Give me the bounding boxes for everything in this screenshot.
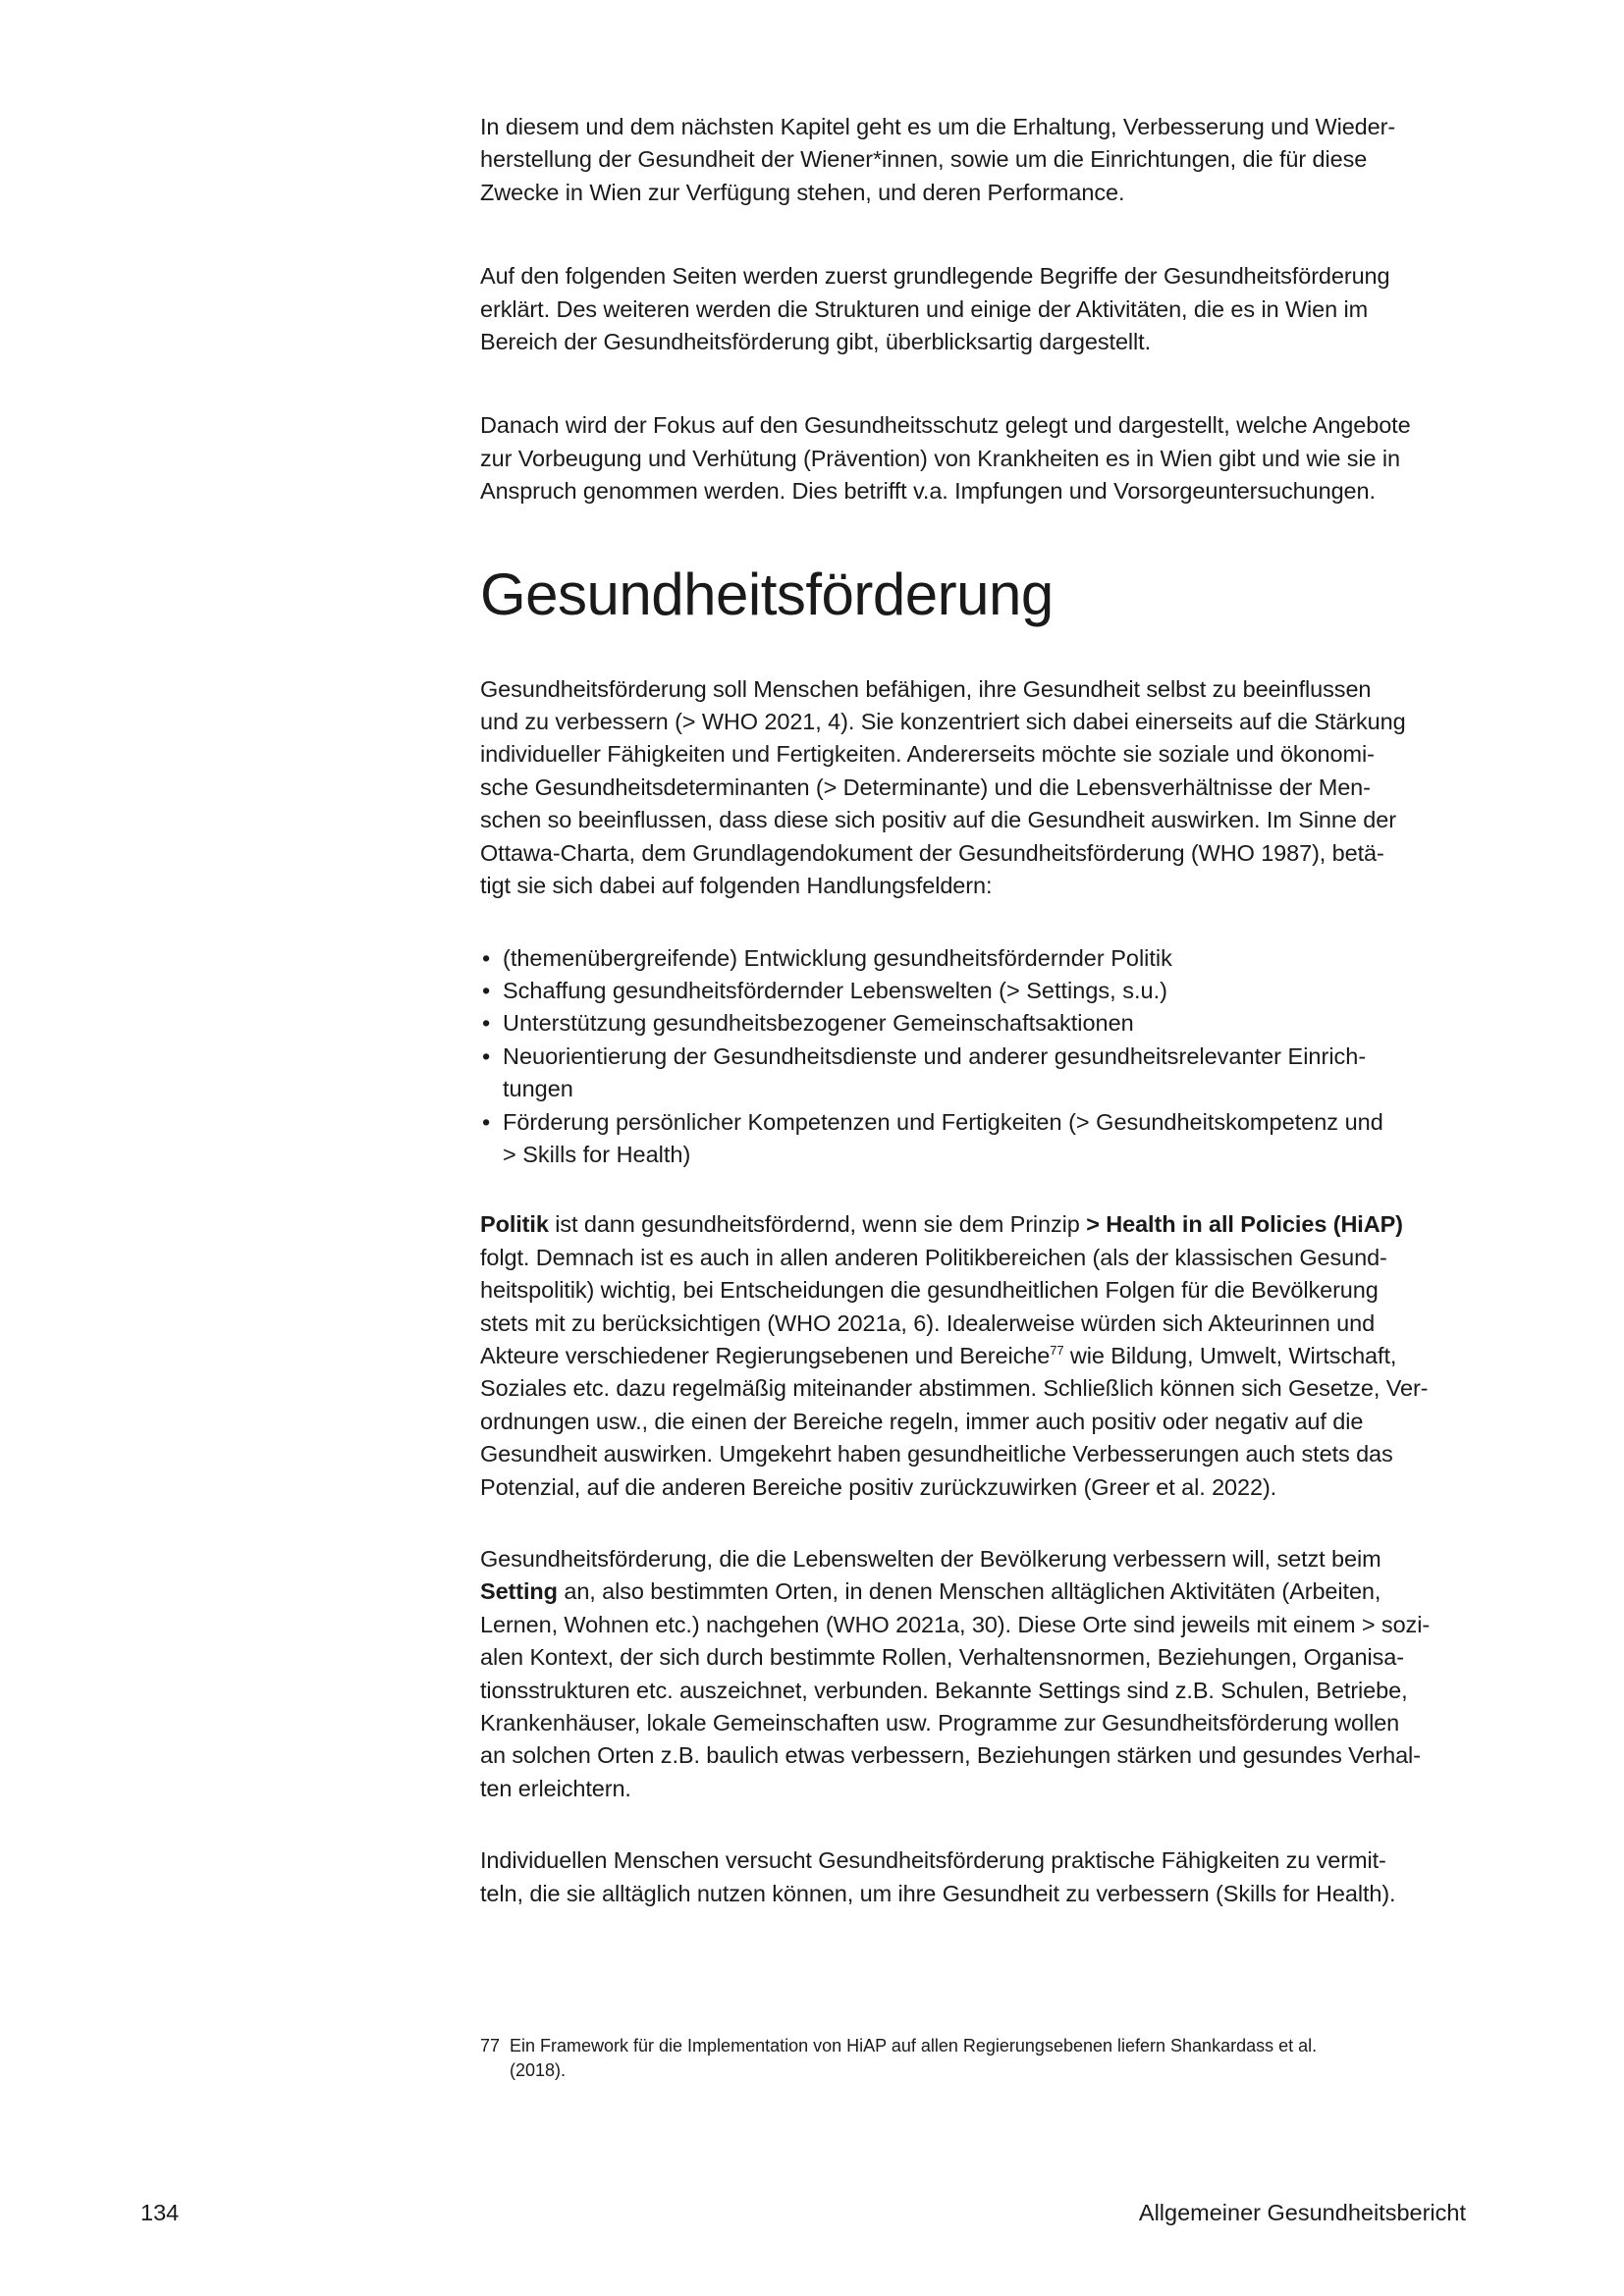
skills-paragraph: Individuellen Menschen versucht Gesundheitsförderung praktische Fähigkeiten zu vermit- teln, die sie alltäglich nutzen können, um ihre Gesundheit zu verbessern (Skills for Health).: [480, 1847, 1396, 1906]
setting-term: Setting: [480, 1578, 558, 1605]
action-fields-list: [480, 942, 1467, 1172]
list-item: • Unterstützung gesundheitsbezogener Gemeinschaftsaktionen: [480, 1007, 1467, 1040]
running-title: Allgemeiner Gesundheitsbericht: [1138, 2200, 1466, 2225]
intro-paragraph-2: Auf den folgenden Seiten werden zuerst grundlegende Begriffe der Gesundheitsförderung erklärt. Des weiteren werden die Strukturen und einige der Aktivitäten, die es in Wien im Bereich der Gesundheitsförderung gibt, überblicksartig dargestellt.: [480, 263, 1390, 355]
list-item: • Neuorientierung der Gesundheitsdienste und anderer gesundheitsrelevanter Einrich- tungen: [480, 1041, 1467, 1106]
section-title: Gesundheitsförderung: [480, 561, 1054, 627]
politik-term: Politik: [480, 1211, 549, 1238]
hiap-term: > Health in all Policies (HiAP): [1086, 1211, 1403, 1238]
footnote-number: 77: [480, 2036, 501, 2056]
politik-text-3: wie Bildung, Umwelt, Wirtschaft, Soziales etc. dazu regelmäßig miteinander abstimmen. Schließlich können sich Gesetze, Ver- ordnungen usw., die einen der Bereiche regeln, immer auch positiv oder negativ auf die Gesundheit auswirken. Umgekehrt haben gesundheitliche Verbesserungen auch stets das Potenzial, auf die anderen Bereiche positiv zurückzuwirken (Greer et al. 2022).: [480, 1342, 1429, 1500]
intro-paragraph-1: In diesem und dem nächsten Kapitel geht es um die Erhaltung, Verbesserung und Wieder- herstellung der Gesundheit der Wiener*innen, sowie um die Einrichtungen, die für diese Zwecke in Wien zur Verfügung stehen, und deren Performance.: [480, 114, 1396, 205]
setting-text-1: Gesundheitsförderung, die die Lebenswelten der Bevölkerung verbessern will, setzt beim: [480, 1546, 1381, 1572]
section-paragraph-1: Gesundheitsförderung soll Menschen befähigen, ihre Gesundheit selbst zu beeinflussen und zu verbessern (> WHO 2021, 4). Sie konzentriert sich dabei einerseits auf die Stärkung individueller Fähigkeiten und Fertigkeiten. Andererseits möchte sie soziale und ökonomi- sche Gesundheitsdeterminanten (> Determinante) und die Lebensverhältnisse der Men- schen so beeinflussen, dass diese sich positiv auf die Gesundheit auswirken. Im Sinne der Ottawa-Charta, dem Grundlagendokument der Gesundheitsförderung (WHO 1987), betä- tigt sie sich dabei auf folgenden Handlungsfeldern:: [480, 675, 1406, 899]
footnote: [480, 2034, 1423, 2083]
page-number: 134: [140, 2200, 180, 2225]
setting-text-2: an, also bestimmten Orten, in denen Menschen alltäglichen Aktivitäten (Arbeiten, Lernen, Wohnen etc.) nachgehen (WHO 2021a, 30). Diese Orte sind jeweils mit einem > sozi- alen Kontext, der sich durch bestimmte Rollen, Verhaltensnormen, Beziehungen, Organisa- tionsstrukturen etc. auszeichnet, verbunden. Bekannte Settings sind z.B. Schulen, Betriebe, Krankenhäuser, lokale Gemeinschaften usw. Programme zur Gesundheitsförderung wollen an solchen Orten z.B. baulich etwas verbessern, Beziehungen stärken und gesundes Verhal- ten erleichtern.: [480, 1578, 1431, 1801]
list-item: • (themenübergreifende) Entwicklung gesundheitsfördernder Politik: [480, 942, 1467, 975]
setting-paragraph: [480, 1543, 1467, 1805]
list-item: • Schaffung gesundheitsfördernder Lebenswelten (> Settings, s.u.): [480, 975, 1467, 1007]
politik-text-2: folgt. Demnach ist es auch in allen anderen Politikbereichen (als der klassischen Gesund- heitspolitik) wichtig, bei Entscheidungen die gesundheitlichen Folgen für die Bevölkerung stets mit zu berücksichtigen (WHO 2021a, 6). Idealerweise würden sich Akteurinnen und Akteure verschiedener Regierungsebenen und Bereiche: [480, 1244, 1387, 1368]
main-content: [480, 111, 1467, 1961]
politik-text-1: ist dann gesundheitsfördernd, wenn sie dem Prinzip: [548, 1211, 1087, 1238]
intro-paragraph-3: Danach wird der Fokus auf den Gesundheitsschutz gelegt und dargestellt, welche Angebote zur Vorbeugung und Verhütung (Prävention) von Krankheiten es in Wien gibt und wie sie in Anspruch genommen werden. Dies betrifft v.a. Impfungen und Vorsorgeuntersuchungen.: [480, 412, 1411, 505]
list-item: • Förderung persönlicher Kompetenzen und Fertigkeiten (> Gesundheitskompetenz und > Skills for Health): [480, 1106, 1467, 1172]
footnote-reference[interactable]: 77: [1050, 1343, 1064, 1359]
politik-paragraph: [480, 1208, 1467, 1504]
footnote-text: Ein Framework für die Implementation von HiAP auf allen Regierungsebenen liefern Shankardass et al. (2018).: [510, 2036, 1318, 2080]
